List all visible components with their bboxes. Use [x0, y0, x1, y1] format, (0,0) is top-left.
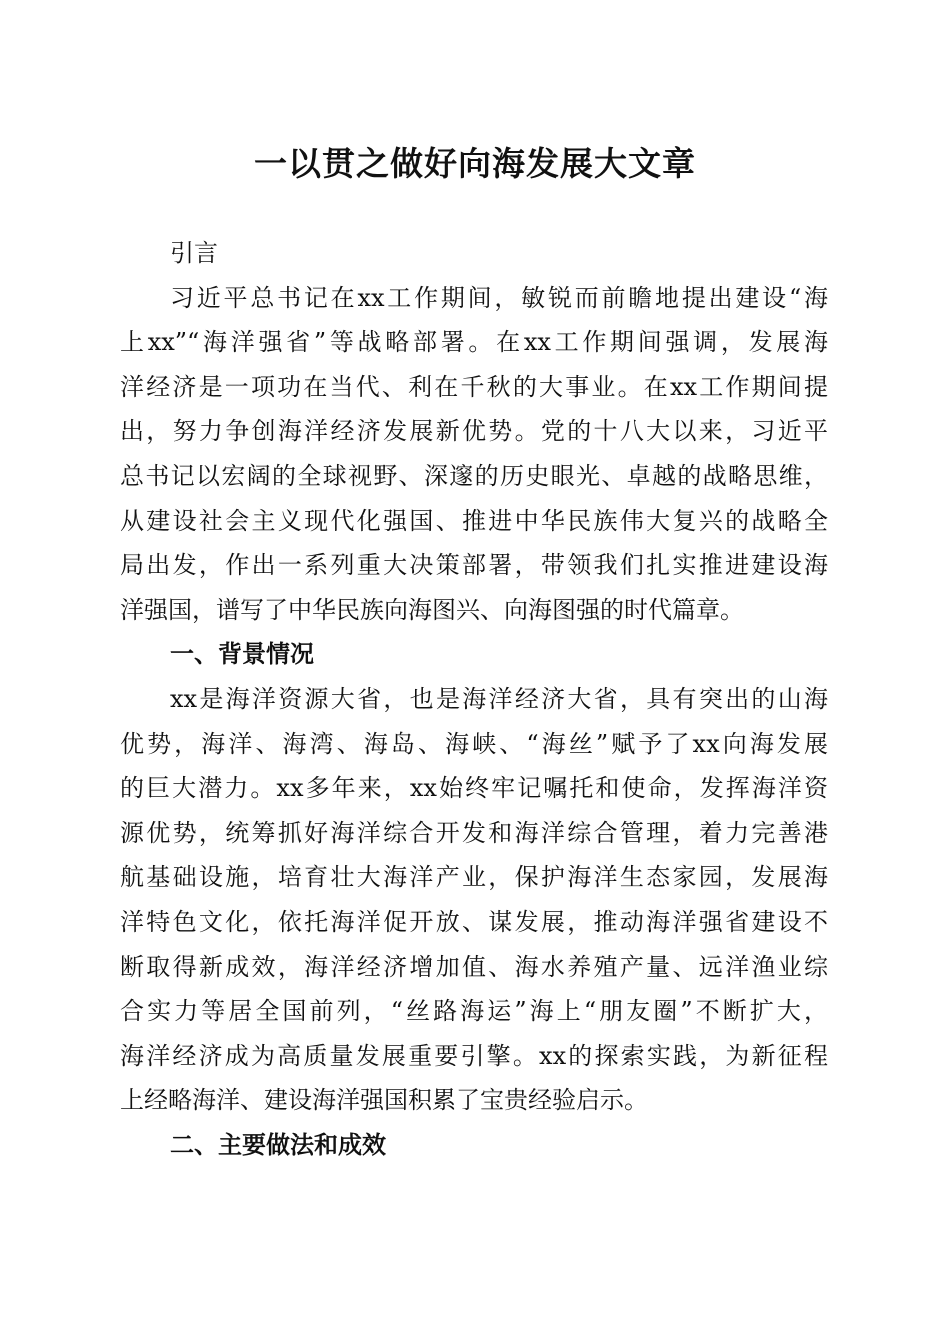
paragraph-line: 合实力等居全国前列，“丝路海运”海上“朋友圈”不断扩大，	[120, 997, 828, 1026]
paragraph-line: xx是海洋资源大省，也是海洋经济大省，具有突出的山海	[170, 684, 828, 713]
intro-paragraph	[120, 276, 828, 633]
document-body	[120, 231, 828, 1167]
section-heading-practices: 二、主要做法和成效	[170, 1129, 386, 1159]
paragraph-line: 的巨大潜力。xx多年来，xx始终牢记嘱托和使命，发挥海洋资	[120, 774, 828, 803]
paragraph-line: 洋强国，谱写了中华民族向海图兴、向海图强的时代篇章。	[120, 595, 744, 624]
section-heading-background: 一、背景情况	[170, 639, 314, 669]
paragraph-line: 断取得新成效，海洋经济增加值、海水养殖产量、远洋渔业综	[120, 952, 828, 981]
paragraph-line: 从建设社会主义现代化强国、推进中华民族伟大复兴的战略全	[120, 506, 828, 535]
background-paragraph	[120, 677, 828, 1123]
paragraph-line: 出，努力争创海洋经济发展新优势。党的十八大以来，习近平	[120, 417, 828, 446]
paragraph-line: 上xx”“海洋强省”等战略部署。在xx工作期间强调，发展海	[120, 328, 828, 357]
paragraph-line: 习近平总书记在xx工作期间，敏锐而前瞻地提出建设“海	[170, 283, 828, 312]
paragraph-line: 洋经济是一项功在当代、利在千秋的大事业。在xx工作期间提	[120, 372, 828, 401]
paragraph-line: 源优势，统筹抓好海洋综合开发和海洋综合管理，着力完善港	[120, 818, 828, 847]
paragraph-line: 海洋经济成为高质量发展重要引擎。xx的探索实践，为新征程	[120, 1041, 828, 1070]
paragraph-line: 总书记以宏阔的全球视野、深邃的历史眼光、卓越的战略思维，	[120, 461, 828, 490]
paragraph-line: 局出发，作出一系列重大决策部署，带领我们扎实推进建设海	[120, 551, 828, 580]
paragraph-line: 航基础设施，培育壮大海洋产业，保护海洋生态家园，发展海	[120, 863, 828, 892]
paragraph-line: 优势，海洋、海湾、海岛、海峡、“海丝”赋予了xx向海发展	[120, 729, 828, 758]
document-title: 一以贯之做好向海发展大文章	[254, 144, 696, 183]
intro-label: 引言	[170, 239, 218, 267]
paragraph-line: 上经略海洋、建设海洋强国积累了宝贵经验启示。	[120, 1086, 648, 1115]
paragraph-line: 洋特色文化，依托海洋促开放、谋发展，推动海洋强省建设不	[120, 907, 828, 936]
